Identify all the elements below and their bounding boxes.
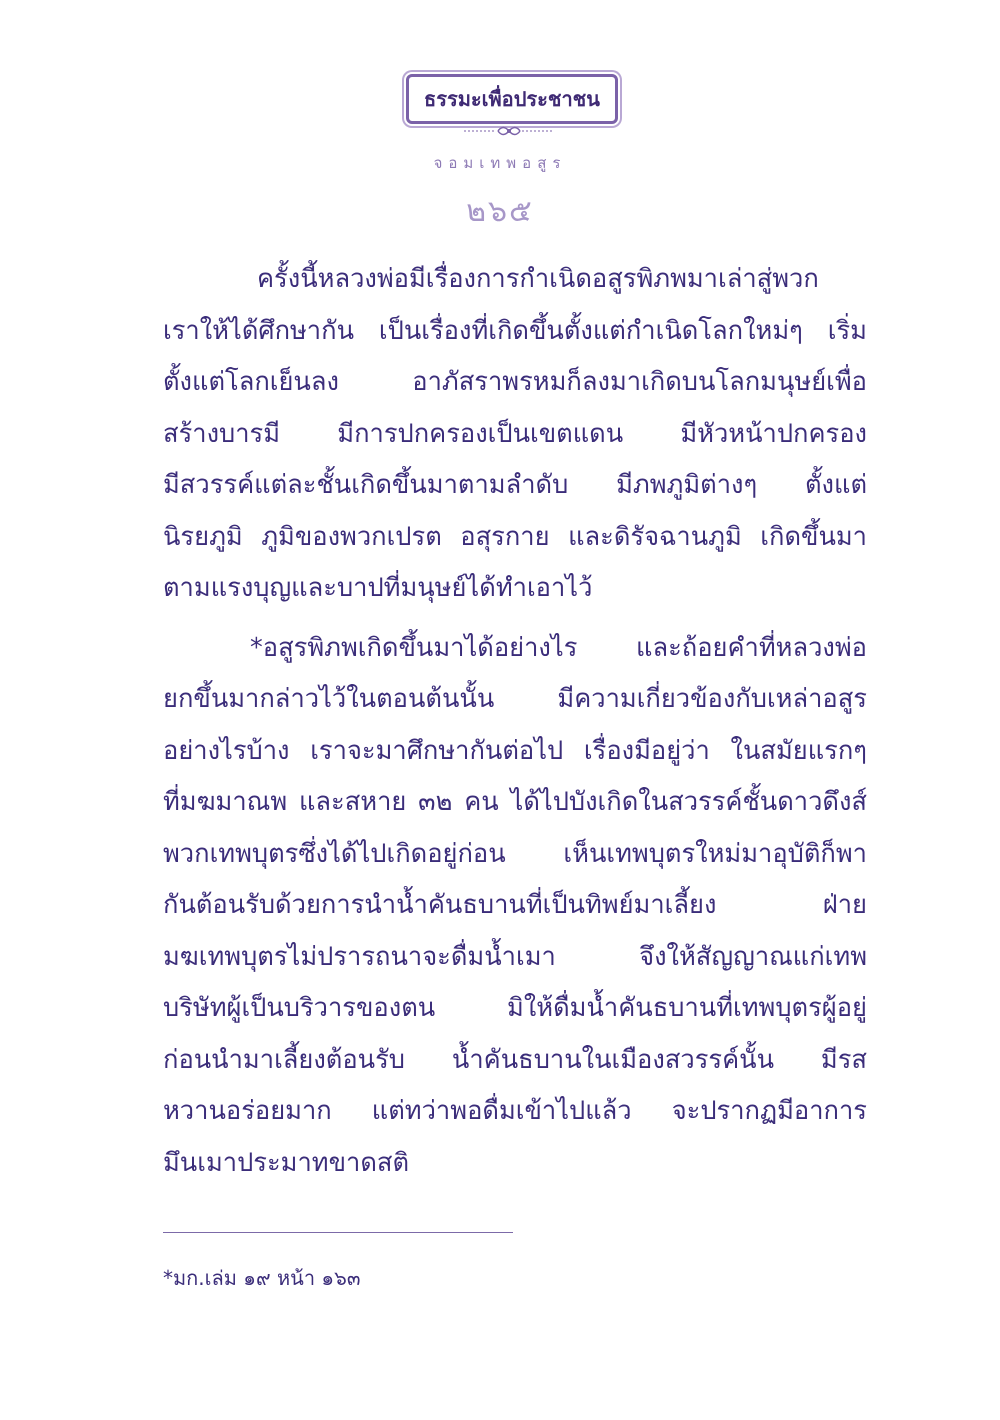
text-line: ตามแรงบุญและบาปที่มนุษย์ได้ทำเอาไว้ xyxy=(163,573,593,603)
text-line: พวกเทพบุตรซึ่งได้ไปเกิดอยู่ก่อน เห็นเทพบุตรใหม่มาอุบัติก็พา xyxy=(163,838,867,869)
text-line: มึนเมาประมาทขาดสติ xyxy=(163,1147,410,1178)
text-line: มฆเทพบุตรไม่ปรารถนาจะดื่มน้ำเมา จึงให้สัญญาณแก่เทพ xyxy=(163,941,867,972)
text-line: บริษัทผู้เป็นบริวารของตน มิให้ดื่มน้ำคันธบานที่เทพบุตรผู้อยู่ xyxy=(163,993,867,1023)
book-subtitle: จอมเทพอสูร xyxy=(433,154,567,172)
logo-text: ธรรมะเพื่อประชาชน xyxy=(424,87,600,111)
page-content xyxy=(163,254,867,1189)
text-line: ครั้งนี้หลวงพ่อมีเรื่องการกำเนิดอสูรพิภพมาเล่าสู่พวก xyxy=(257,264,819,294)
text-line: กันต้อนรับด้วยการนำน้ำคันธบานที่เป็นทิพย์มาเลี้ยง ฝ่าย xyxy=(163,890,867,920)
ornament-icon xyxy=(394,122,624,140)
book-logo xyxy=(394,70,624,142)
footnote-divider xyxy=(163,1232,513,1233)
logo-frame xyxy=(406,74,618,124)
text-line: สร้างบารมี มีการปกครองเป็นเขตแดน มีหัวหน้าปกครอง xyxy=(163,418,867,449)
text-line: ที่มฆมาณพ และสหาย ๓๒ คน ได้ไปบังเกิดในสวรรค์ชั้นดาวดึงส์ xyxy=(163,787,867,817)
text-line: ยกขึ้นมากล่าวไว้ในตอนต้นนั้น มีความเกี่ยวข้องกับเหล่าอสูร xyxy=(163,684,867,714)
text-line: ก่อนนำมาเลี้ยงต้อนรับ น้ำคันธบานในเมืองสวรรค์นั้น มีรส xyxy=(163,1044,867,1075)
paragraph-2 xyxy=(163,623,867,1190)
text-line: มีสวรรค์แต่ละชั้นเกิดขึ้นมาตามลำดับ มีภพภูมิต่างๆ ตั้งแต่ xyxy=(163,470,867,500)
text-line: หวานอร่อยมาก แต่ทว่าพอดื่มเข้าไปแล้ว จะปรากฏมีอาการ xyxy=(163,1096,867,1126)
text-line: เราให้ได้ศึกษากัน เป็นเรื่องที่เกิดขึ้นตั้งแต่กำเนิดโลกใหม่ๆ เริ่ม xyxy=(163,315,867,346)
text-line: นิรยภูมิ ภูมิของพวกเปรต อสุรกาย และดิรัจฉานภูมิ เกิดขึ้นมา xyxy=(163,521,867,552)
text-line: ตั้งแต่โลกเย็นลง อาภัสราพรหมก็ลงมาเกิดบนโลกมนุษย์เพื่อ xyxy=(163,367,867,397)
paragraph-1 xyxy=(163,254,867,615)
footnote: *มก.เล่ม ๑๙ หน้า ๑๖๓ xyxy=(163,1266,361,1290)
text-line: *อสูรพิภพเกิดขึ้นมาได้อย่างไร และถ้อยคำที่หลวงพ่อ xyxy=(250,632,867,663)
text-line: อย่างไรบ้าง เราจะมาศึกษากันต่อไป เรื่องมีอยู่ว่า ในสมัยแรกๆ xyxy=(163,735,867,766)
page-number: ๒๖๕ xyxy=(466,194,534,229)
paragraph-gap xyxy=(163,615,867,623)
